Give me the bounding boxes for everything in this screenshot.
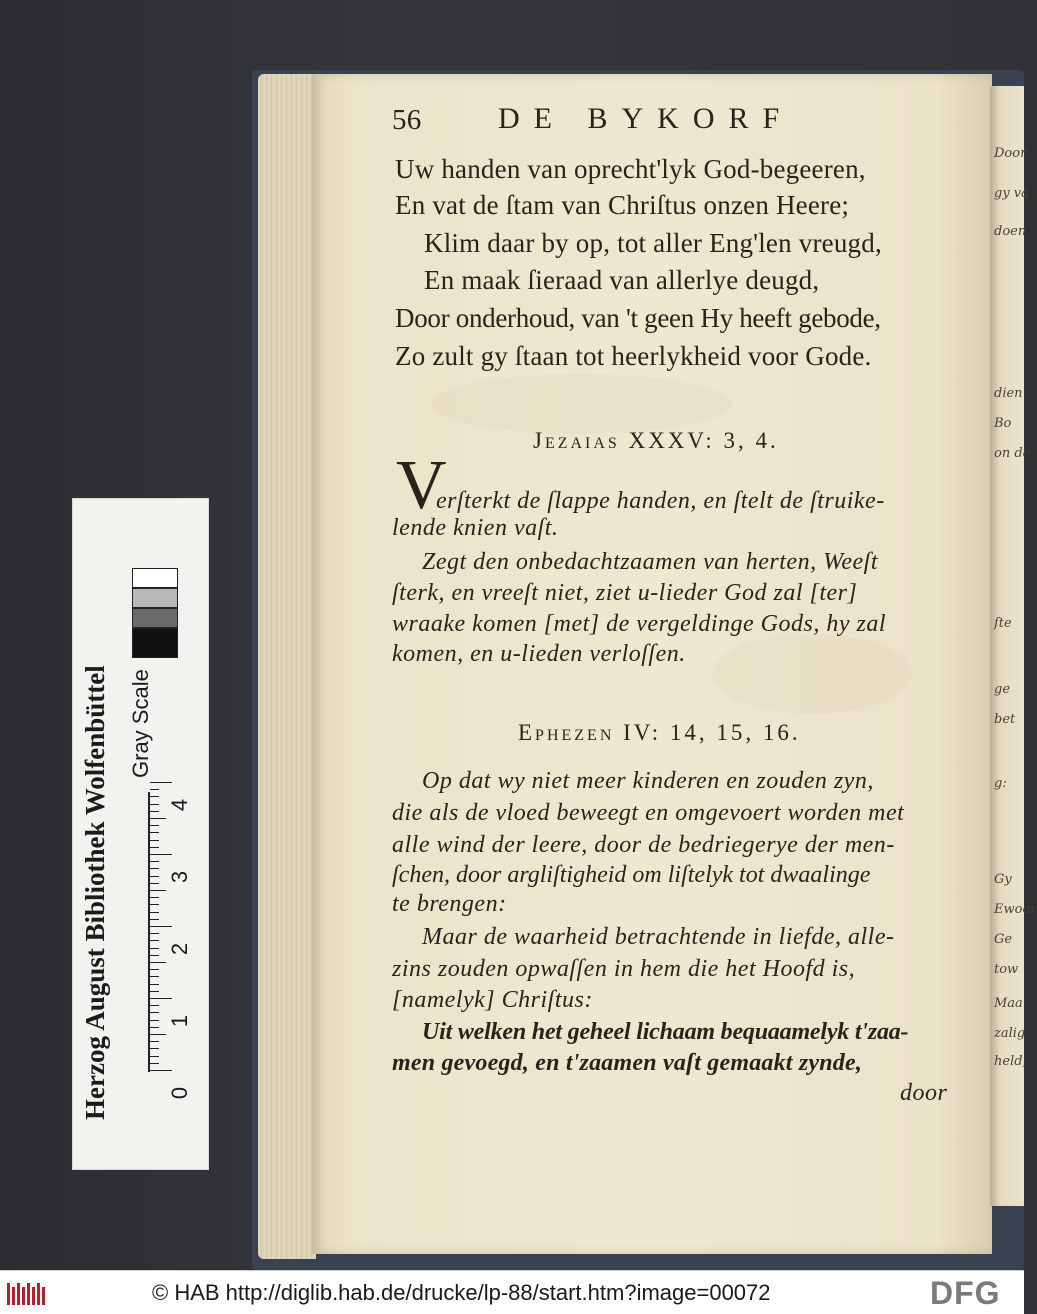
ruler-tick bbox=[150, 847, 159, 848]
scripture-line: ſterk, en vreeſt niet, ziet u-lieder God zal [ter] bbox=[392, 580, 858, 606]
ruler-tick bbox=[150, 1056, 159, 1057]
facing-fragment: ſte bbox=[994, 616, 1012, 631]
ruler-tick bbox=[150, 861, 159, 862]
drop-cap: V bbox=[396, 447, 447, 524]
verse-line: En maak ſieraad van allerlye deugd, bbox=[424, 265, 820, 295]
ruler-tick bbox=[150, 804, 159, 805]
ruler-tick bbox=[150, 883, 159, 884]
facing-fragment: on de bbox=[994, 446, 1031, 461]
ruler-tick bbox=[150, 832, 159, 833]
ruler-tick bbox=[150, 1048, 159, 1049]
verse-line: Zo zult gy ſtaan tot heerlykheid voor Gode. bbox=[395, 341, 872, 371]
ruler-tick bbox=[150, 876, 159, 877]
ruler-tick bbox=[150, 940, 159, 941]
ruler-tick bbox=[150, 789, 159, 790]
ruler-tick bbox=[150, 1027, 159, 1028]
facing-fragment: Gy bbox=[994, 872, 1012, 887]
ruler-tick bbox=[150, 890, 166, 891]
ruler-title: Herzog August Bibliothek Wolfenbüttel bbox=[80, 665, 110, 1120]
scripture-line: Op dat wy niet meer kinderen en zouden zyn, bbox=[422, 768, 874, 794]
gray-swatch-light bbox=[132, 588, 178, 608]
ruler-tick bbox=[150, 840, 159, 841]
ruler-tick bbox=[150, 854, 172, 855]
ruler-tick bbox=[150, 1063, 159, 1064]
ruler-tick bbox=[150, 897, 159, 898]
facing-fragment: Ewoor bbox=[994, 902, 1037, 917]
ruler-tick bbox=[150, 811, 159, 812]
ruler-tick bbox=[150, 948, 159, 949]
paper-stain bbox=[432, 374, 732, 434]
scripture-line: ſchen, door argliſtigheid om liſtelyk tot dwaalinge bbox=[392, 862, 871, 888]
facing-fragment: zalig bbox=[994, 1026, 1026, 1041]
footer-bar bbox=[0, 1270, 1024, 1314]
ruler-tick bbox=[150, 782, 172, 783]
facing-fragment: tow bbox=[994, 962, 1019, 977]
ruler-tick bbox=[150, 933, 159, 934]
catchword: door bbox=[900, 1080, 948, 1106]
footer-citation: © HAB http://diglib.hab.de/drucke/lp-88/start.htm?image=00072 bbox=[152, 1280, 771, 1305]
scripture-line: Uit welken het geheel lichaam bequaamelyk t'zaa- bbox=[422, 1019, 909, 1045]
ruler-tick bbox=[150, 1005, 159, 1006]
facing-fragment: doen bbox=[994, 224, 1027, 239]
ruler-tick bbox=[150, 868, 159, 869]
scripture-line: erſterkt de ſlappe handen, en ſtelt de ſtruike- bbox=[436, 488, 885, 514]
ruler-tick bbox=[150, 1034, 166, 1035]
ruler-number: 2 bbox=[167, 942, 193, 956]
scripture-line: alle wind der leere, door de bedriegerye der men- bbox=[392, 832, 895, 858]
facing-fragment: bet bbox=[994, 712, 1016, 727]
ruler-tick bbox=[150, 1070, 172, 1071]
scripture-line: lende knien vaſt. bbox=[392, 515, 559, 541]
ruler-tick bbox=[150, 969, 159, 970]
facing-page-text bbox=[990, 86, 1037, 1206]
ruler-tick bbox=[150, 919, 159, 920]
scripture-line: wraake komen [met] de vergeldinge Gods, hy zal bbox=[392, 611, 886, 637]
scripture-line: Zegt den onbedachtzaamen van herten, Weeſt bbox=[422, 549, 879, 575]
ruler-tick bbox=[150, 912, 159, 913]
ruler-tick bbox=[150, 991, 159, 992]
hab-logo-icon bbox=[6, 1281, 46, 1307]
ruler-tickbar bbox=[148, 792, 150, 1072]
scripture-line: men gevoegd, en t'zaamen vaſt gemaakt zynde, bbox=[392, 1050, 863, 1076]
facing-fragment: gy va bbox=[994, 186, 1029, 201]
ruler-tick bbox=[150, 818, 166, 819]
gray-scale-label: Gray Scale bbox=[128, 669, 153, 778]
scripture-line: komen, en u-lieden verloſſen. bbox=[392, 641, 686, 667]
ruler-number: 0 bbox=[167, 1086, 193, 1100]
dfg-logo: DFG bbox=[930, 1275, 1001, 1311]
paper-stain bbox=[712, 634, 912, 714]
page-number: 56 bbox=[392, 104, 422, 136]
ruler-number: 4 bbox=[167, 798, 193, 812]
ruler-tick bbox=[150, 904, 159, 905]
verse-line: Klim daar by op, tot aller Eng'len vreugd, bbox=[424, 228, 882, 258]
ruler-tick bbox=[150, 796, 159, 797]
ruler-tick bbox=[150, 984, 159, 985]
ruler-number: 1 bbox=[167, 1014, 193, 1028]
scripture-line: Maar de waarheid betrachtende in liefde, alle- bbox=[422, 924, 895, 950]
facing-fragment: Door bbox=[994, 146, 1027, 161]
facing-fragment: ge bbox=[994, 682, 1011, 697]
section-heading: Ephezen IV: 14, 15, 16. bbox=[518, 720, 801, 745]
ruler-tick bbox=[150, 955, 159, 956]
ruler-tick bbox=[150, 962, 166, 963]
ruler-tick bbox=[150, 825, 159, 826]
page-edges bbox=[258, 74, 316, 1259]
ruler-tick bbox=[150, 1012, 159, 1013]
scripture-line: die als de vloed beweegt en omgevoert worden met bbox=[392, 800, 905, 826]
ruler-tick bbox=[150, 1041, 159, 1042]
section-heading: Jezaias XXXV: 3, 4. bbox=[533, 428, 779, 453]
scripture-line: [namelyk] Chriſtus: bbox=[392, 987, 593, 1013]
ruler-tick bbox=[150, 1020, 159, 1021]
verse-line: Uw handen van oprecht'lyk God-begeeren, bbox=[395, 154, 866, 184]
gray-swatch-black bbox=[132, 628, 178, 658]
gray-swatch-white bbox=[132, 568, 178, 588]
gray-swatch-dark bbox=[132, 608, 178, 628]
ruler-tick bbox=[150, 926, 172, 927]
scripture-line: te brengen: bbox=[392, 891, 507, 917]
verse-line: Door onderhoud, van 't geen Hy heeft gebode, bbox=[395, 303, 881, 333]
ruler-tick bbox=[150, 976, 159, 977]
ruler-number: 3 bbox=[167, 870, 193, 884]
ruler-tick bbox=[150, 998, 172, 999]
facing-page bbox=[990, 86, 1037, 1206]
facing-fragment: Ge bbox=[994, 932, 1013, 947]
facing-fragment: dien bbox=[994, 386, 1023, 401]
facing-fragment: Maa bbox=[994, 996, 1023, 1011]
facing-fragment: Bo bbox=[994, 416, 1012, 431]
verse-line: En vat de ſtam van Chriſtus onzen Heere; bbox=[395, 190, 850, 220]
facing-fragment: g: bbox=[994, 776, 1007, 791]
scripture-line: zins zouden opwaſſen in hem die het Hoofd is, bbox=[392, 956, 856, 982]
running-head: DE BYKORF bbox=[498, 102, 794, 135]
facing-fragment: held, bbox=[994, 1054, 1027, 1069]
